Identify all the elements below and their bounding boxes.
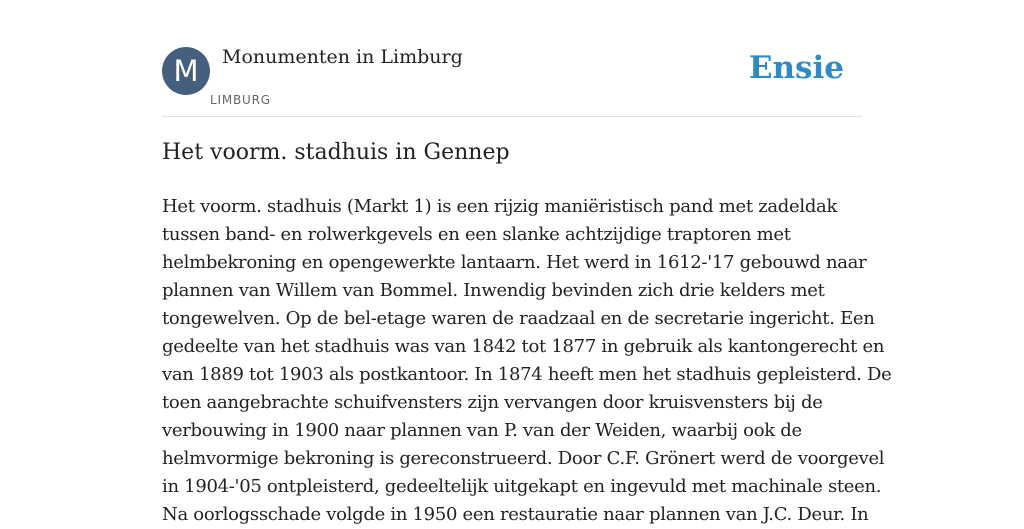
body-line: verbouwing in 1900 naar plannen van P. van der Weiden, waarbij ook de <box>162 420 802 441</box>
collection-title-link[interactable]: Monumenten in Limburg <box>222 46 463 68</box>
body-line: helmvormige bekroning is gereconstrueerd. Door C.F. Grönert werd de voorgevel <box>162 448 885 469</box>
article-title: Het voorm. stadhuis in Gennep <box>162 140 510 165</box>
body-line: van 1889 tot 1903 als postkantoor. In 1874 heeft men het stadhuis gepleisterd. De <box>162 364 892 385</box>
header <box>162 44 862 117</box>
body-line: Na oorlogsschade volgde in 1950 een restauratie naar plannen van J.C. Deur. In <box>162 504 869 525</box>
body-line: tussen band- en rolwerkgevels en een slanke achtzijdige traptoren met <box>162 224 791 245</box>
article-body <box>162 193 892 529</box>
body-line: helmbekroning en opengewerkte lantaarn. Het werd in 1612-'17 gebouwd naar <box>162 252 867 273</box>
brand-logo[interactable]: Ensie <box>748 50 844 86</box>
body-line: in 1904-'05 ontpleisterd, gedeeltelijk uitgekapt en ingevuld met machinale steen. <box>162 476 882 497</box>
body-line: plannen van Willem van Bommel. Inwendig bevinden zich drie kelders met <box>162 280 825 301</box>
body-line: toen aangebrachte schuifvensters zijn vervangen door kruisvensters bij de <box>162 392 823 413</box>
collection-tag[interactable]: LIMBURG <box>210 93 271 107</box>
body-line: Het voorm. stadhuis (Markt 1) is een rijzig maniëristisch pand met zadeldak <box>162 196 838 217</box>
collection-avatar[interactable]: M <box>162 47 210 95</box>
body-line: gedeelte van het stadhuis was van 1842 tot 1877 in gebruik als kantongerecht en <box>162 336 885 357</box>
body-line: tongewelven. Op de bel-etage waren de raadzaal en de secretarie ingericht. Een <box>162 308 875 329</box>
